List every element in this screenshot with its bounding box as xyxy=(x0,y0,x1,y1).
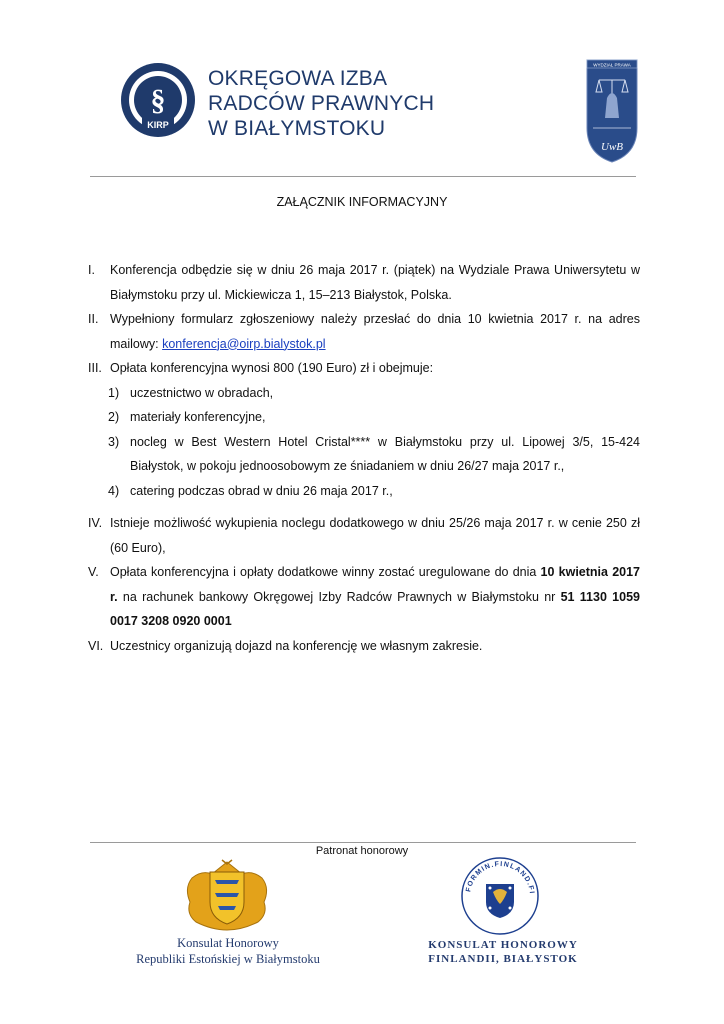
item-number: II. xyxy=(88,312,99,326)
header-title xyxy=(208,66,434,141)
list-item xyxy=(88,560,640,634)
sub-item-number: 1) xyxy=(108,385,120,400)
finland-caption-line-1: KONSULAT HONOROWY xyxy=(428,939,578,951)
document-body xyxy=(88,258,640,658)
sub-list-item xyxy=(88,405,640,430)
list-item xyxy=(88,356,640,381)
item-number: IV. xyxy=(88,516,103,530)
email-link[interactable]: konferencja@oirp.bialystok.pl xyxy=(162,336,326,351)
footer-divider xyxy=(90,842,636,843)
list-item xyxy=(88,634,640,659)
estonia-consulate-caption xyxy=(118,935,338,967)
list-item xyxy=(88,511,640,560)
bank-account-number: 51 1130 1059 0017 3208 0920 0001 xyxy=(110,589,640,628)
item-text-part: na rachunek bankowy Okręgowej Izby Radców Prawnych w Białymstoku nr xyxy=(117,589,561,604)
estonia-caption-line-1: Konsulat Honorowy xyxy=(177,936,279,950)
crest-text: WYDZIAŁ PRAWA xyxy=(593,62,631,68)
item-number: VI. xyxy=(88,638,104,653)
sub-item-text: materiały konferencyjne, xyxy=(130,410,266,424)
sub-item-text: nocleg w Best Western Hotel Cristal**** w Białymstoku przy ul. Lipowej 3/5, 15-424 Białystok, w pokoju jednoosobowym ze śniadaniem w dniu 26/27 maja 2017 r., xyxy=(130,434,640,473)
header-divider xyxy=(90,176,636,177)
header-title-line-2: RADCÓW PRAWNYCH xyxy=(208,92,435,115)
header-title-line-3: W BIAŁYMSTOKU xyxy=(208,117,386,140)
crest-monogram: UwB xyxy=(601,141,623,153)
estonia-coat-of-arms xyxy=(182,858,272,932)
finland-emblem xyxy=(460,856,540,936)
patronat-label: Patronat honorowy xyxy=(315,845,409,857)
faculty-crest xyxy=(585,58,639,164)
payment-deadline: 10 kwietnia 2017 r. xyxy=(110,565,640,604)
sub-list-item xyxy=(88,479,640,504)
item-number: I. xyxy=(88,263,95,277)
sub-item-number: 2) xyxy=(108,410,120,424)
header-title-line-1: OKRĘGOWA IZBA xyxy=(208,67,388,90)
item-text: Uczestnicy organizują dojazd na konferencję we własnym zakresie. xyxy=(110,638,483,653)
sub-list-item xyxy=(88,381,640,406)
sub-item-number: 4) xyxy=(108,483,120,498)
item-number: III. xyxy=(88,361,102,375)
sub-item-text: catering podczas obrad w dniu 26 maja 2017 r., xyxy=(130,483,393,498)
item-text-part: Opłata konferencyjna i opłaty dodatkowe winny zostać uregulowane do dnia xyxy=(110,565,541,579)
sub-item-text: uczestnictwo w obradach, xyxy=(130,385,274,400)
sub-list-item xyxy=(88,430,640,479)
item-text: Wypełniony formularz zgłoszeniowy należy przesłać do dnia 10 kwietnia 2017 r. na adres mailowy: xyxy=(110,312,640,351)
finland-caption-line-2: FINLANDII, BIAŁYSTOK xyxy=(428,953,578,965)
list-item xyxy=(88,307,640,356)
finland-consulate-caption xyxy=(418,938,588,966)
item-text: Opłata konferencyjna wynosi 800 (190 Euro) zł i obejmuje: xyxy=(110,361,434,375)
item-number: V. xyxy=(88,565,99,579)
logo-symbol: § xyxy=(150,84,166,117)
finland-ring-text: FORMIN.FINLAND.FI xyxy=(465,860,535,895)
item-text: Konferencja odbędzie się w dniu 26 maja 2017 r. (piątek) na Wydziale Prawa Uniwersytetu w Białymstoku przy ul. Mickiewicza 1, 15–213 Białystok, Polska. xyxy=(110,263,640,302)
sub-item-number: 3) xyxy=(108,434,120,449)
document-title: ZAŁĄCZNIK INFORMACYJNY xyxy=(276,195,448,209)
estonia-caption-line-2: Republiki Estońskiej w Białymstoku xyxy=(136,952,320,966)
item-text: Istnieje możliwość wykupienia noclegu dodatkowego w dniu 25/26 maja 2017 r. w cenie 250 zł (60 Euro), xyxy=(110,516,640,555)
list-item xyxy=(88,258,640,307)
logo-text: KIRP xyxy=(147,120,169,130)
kirp-logo xyxy=(120,62,196,138)
